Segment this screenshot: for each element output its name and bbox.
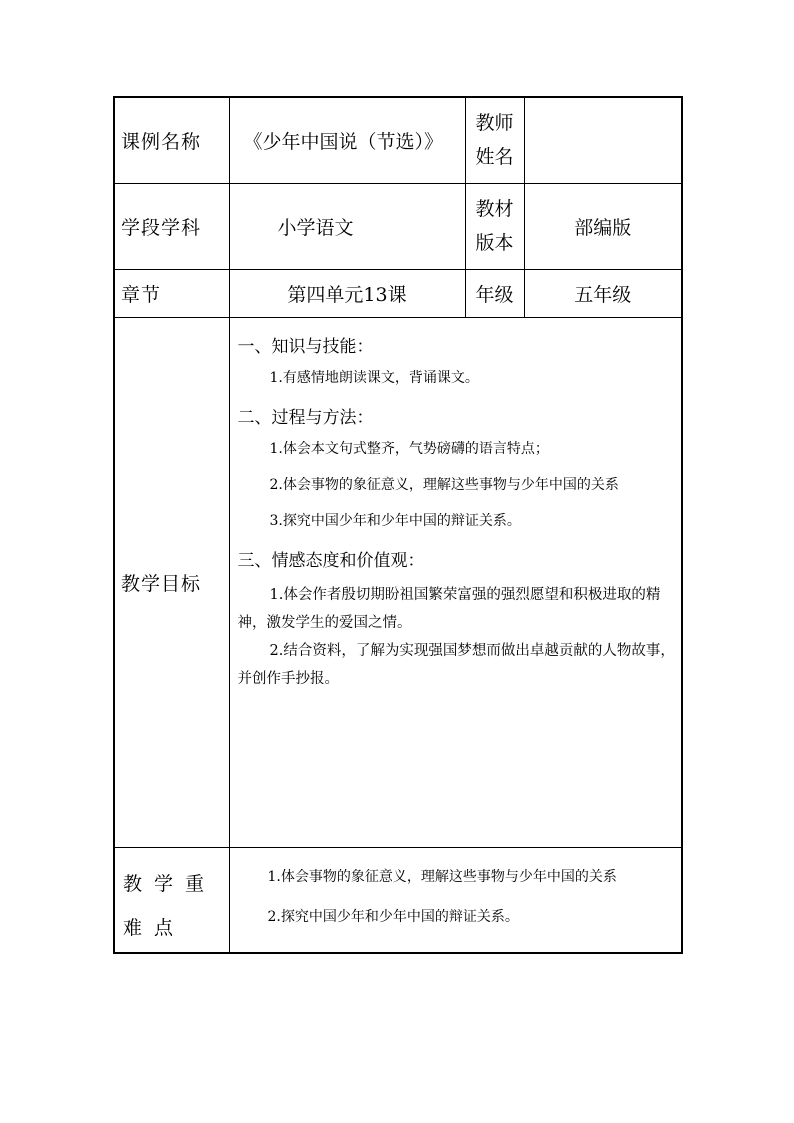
edition-label	[465, 183, 524, 269]
edition-value: 部编版	[524, 183, 682, 269]
objective-item: 2.体会事物的象征意义，理解这些事物与少年中国的关系	[269, 476, 619, 493]
objective-heading-knowledge: 一、知识与技能：	[237, 336, 374, 357]
teacher-name-label	[465, 97, 524, 183]
teacher-name-value	[524, 97, 682, 183]
row-lesson-title	[114, 97, 682, 183]
key-point-item: 2.探究中国少年和少年中国的辩证关系。	[267, 908, 519, 925]
row-subject	[114, 183, 682, 269]
objective-heading-attitude: 三、情感态度和价值观：	[237, 550, 425, 571]
row-key-points	[114, 847, 682, 953]
key-points-label: 教学重难点	[114, 847, 229, 953]
grade-value: 五年级	[524, 269, 682, 317]
objective-item: 1.体会本文句式整齐，气势磅礴的语言特点；	[269, 440, 549, 457]
teacher-name-label-line1: 教师	[475, 112, 514, 135]
key-point-item: 1.体会事物的象征意义，理解这些事物与少年中国的关系	[267, 868, 617, 885]
edition-label-line1: 教材	[475, 198, 514, 220]
objective-item: 3.探究中国少年和少年中国的辩证关系。	[269, 512, 521, 529]
subject-label: 学段学科	[114, 183, 229, 269]
objective-item: 1.有感情地朗读课文，背诵课文。	[269, 369, 479, 386]
lesson-title-label: 课例名称	[114, 97, 229, 183]
grade-label: 年级	[465, 269, 524, 317]
objective-heading-process: 二、过程与方法：	[237, 407, 374, 428]
row-objectives	[114, 317, 682, 847]
row-chapter	[114, 269, 682, 317]
lesson-title-value: 《少年中国说（节选）》	[229, 97, 465, 183]
chapter-value: 第四单元13课	[229, 269, 465, 317]
chapter-label: 章节	[114, 269, 229, 317]
lesson-plan-table	[113, 96, 683, 954]
key-points-content	[229, 847, 682, 953]
objectives-label: 教学目标	[114, 317, 229, 847]
subject-value: 小学语文	[229, 183, 465, 269]
objective-paragraph: 2.结合资料，了解为实现强国梦想而做出卓越贡献的人物故事，并创作手抄报。	[237, 642, 675, 687]
teacher-name-label-line2: 姓名	[475, 146, 514, 169]
edition-label-line2: 版本	[475, 232, 514, 254]
objective-paragraph: 1.体会作者殷切期盼祖国繁荣富强的强烈愿望和积极进取的精神，激发学生的爱国之情。	[237, 586, 661, 631]
objectives-content	[229, 317, 682, 847]
